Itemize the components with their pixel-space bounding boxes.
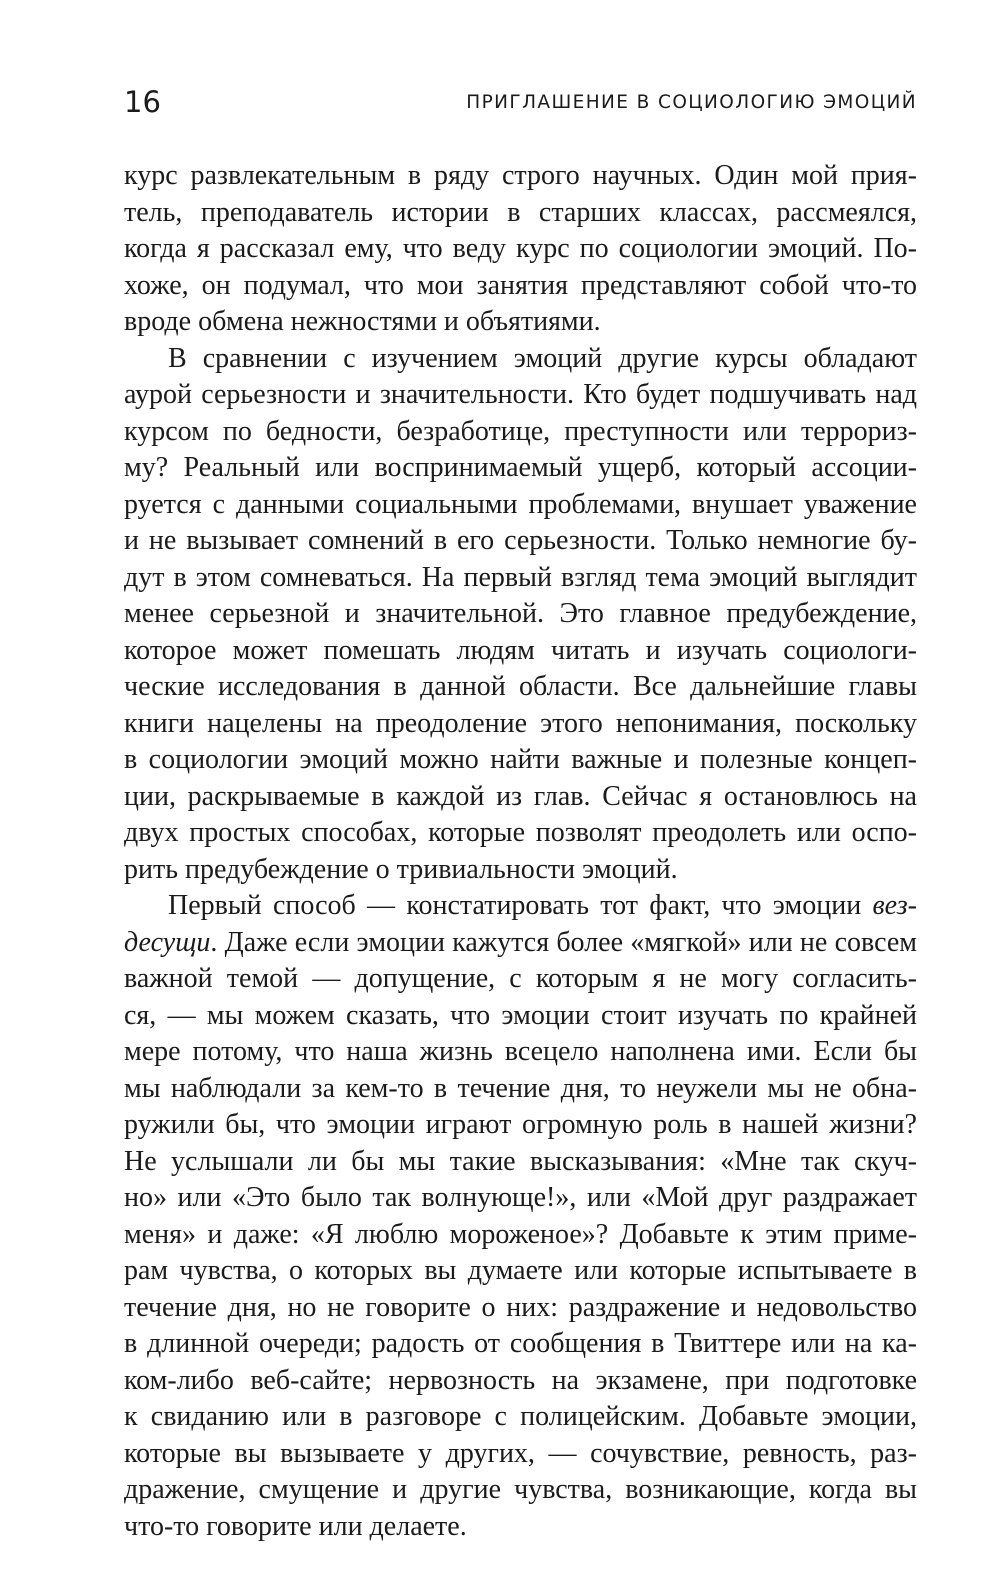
paragraph-2-line: в социологии эмоций можно найти важные и полезные концеп- <box>124 744 917 775</box>
paragraph-3-line: к свиданию или в разговоре с полицейским. Добавьте эмоции, <box>124 1401 917 1432</box>
paragraph-2-line: курсом по бедности, безработице, преступности или террориз- <box>124 415 917 447</box>
paragraph-3-line: что-то говорите или делаете. <box>124 1510 467 1542</box>
body-text <box>124 158 917 1545</box>
paragraph-3-line: ружили бы, что эмоции играют огромную роль в нашей жизни? <box>124 1109 917 1140</box>
paragraph-1-line: тель, преподаватель истории в старших классах, рассмеялся, <box>124 196 917 228</box>
paragraph-2-line: менее серьезной и значительной. Это главное предубеждение, <box>124 598 917 629</box>
paragraph-3-line: мере потому, что наша жизнь всецело наполнена ими. Если бы <box>124 1036 917 1067</box>
paragraph-1-line: курс развлекательным в ряду строго научных. Один мой прия- <box>124 160 917 191</box>
paragraph-3-line: мы наблюдали за кем-то в течение дня, то неужели мы не обна- <box>124 1072 917 1104</box>
paragraph-3-line: рам чувства, о которых вы думаете или которые испытываете в <box>124 1255 917 1286</box>
paragraph-3-line: дражение, смущение и другие чувства, возникающие, когда вы <box>124 1474 917 1505</box>
paragraph-2-line: книги нацелены на преодоление этого непонимания, поскольку <box>124 707 917 739</box>
paragraph-2-line: дут в этом сомневаться. На первый взгляд тема эмоций выглядит <box>124 561 917 593</box>
paragraph-2-line: аурой серьезности и значительности. Кто будет подшучивать над <box>124 379 917 410</box>
paragraph-3-line: которые вы вызываете у других, — сочувствие, ревность, раз- <box>124 1437 917 1469</box>
paragraph-3-line: но» или «Это было так волнующе!», или «Мой друг раздражает <box>124 1182 917 1213</box>
paragraph-3-text: . Даже если эмоции кажутся более «мягкой» или не совсем <box>210 926 917 958</box>
paragraph-3-line <box>124 888 917 925</box>
paragraph-3-text: Первый способ — констатировать тот факт, что эмоции <box>168 890 873 921</box>
paragraph-3-line: меня» и даже: «Я люблю мороженое»? Добавьте к этим приме- <box>124 1218 917 1250</box>
paragraph-1-line: хоже, он подумал, что мои занятия представляют собой что-то <box>124 269 917 301</box>
paragraph-2-line: руется с данными социальными проблемами, внушает уважение <box>124 488 917 520</box>
paragraph-2-line: и не вызывает сомнений в его серьезности. Только немногие бу- <box>124 525 917 556</box>
paragraph-3-line: ком-либо веб-сайте; нервозность на экзамене, при подготовке <box>124 1364 917 1396</box>
paragraph-2-line: ческие исследования в данной области. Все дальнейшие главы <box>124 671 917 702</box>
paragraph-3-line: ся, — мы можем сказать, что эмоции стоит изучать по крайней <box>124 999 917 1031</box>
paragraph-2-line: рить предубеждение о тривиальности эмоций. <box>124 853 678 885</box>
paragraph-3-line: Не услышали ли бы мы такие высказывания: «Мне так скуч- <box>124 1145 917 1177</box>
page-number: 16 <box>124 85 161 119</box>
italic-term: десущи <box>124 926 211 958</box>
paragraph-2-line: му? Реальный или воспринимаемый ущерб, который ассоции- <box>124 452 917 483</box>
paragraph-2-line: В сравнении с изучением эмоций другие курсы обладают <box>168 342 917 374</box>
paragraph-3-line: течение дня, но не говорите о них: раздражение и недовольство <box>124 1291 917 1323</box>
paragraph-3-line <box>124 925 917 962</box>
paragraph-3-line: важной темой — допущение, с которым я не могу согласить- <box>124 963 917 994</box>
paragraph-1-line: вроде обмена нежностями и объятиями. <box>124 306 601 337</box>
paragraph-1-line: когда я рассказал ему, что веду курс по социологии эмоций. По- <box>124 233 917 264</box>
paragraph-3-line: в длинной очереди; радость от сообщения в Твиттере или на ка- <box>124 1328 917 1359</box>
italic-term: вез- <box>872 890 917 921</box>
paragraph-2-line: которое может помешать людям читать и изучать социологи- <box>124 634 917 666</box>
running-head: ПРИГЛАШЕНИЕ В СОЦИОЛОГИЮ ЭМОЦИЙ <box>466 92 917 113</box>
paragraph-2-line: двух простых способах, которые позволят преодолеть или оспо- <box>124 817 917 848</box>
page-header <box>124 82 917 122</box>
paragraph-2-line: ции, раскрываемые в каждой из глав. Сейчас я остановлюсь на <box>124 780 917 812</box>
